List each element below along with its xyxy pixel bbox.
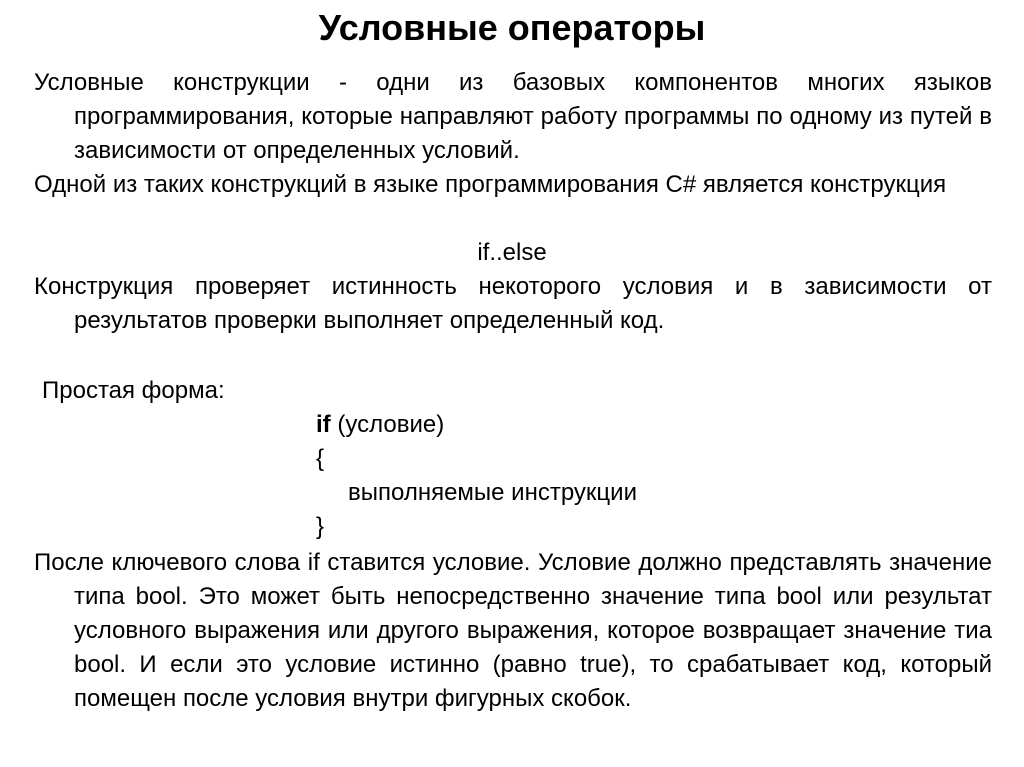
code-keyword-if: if <box>316 411 331 438</box>
simple-form-label: Простая форма: <box>42 377 225 404</box>
paragraph-description: Конструкция проверяет истинность некоторого условия и в зависимости от результатов проверки выполняет определенный код. <box>34 273 992 334</box>
paragraph-intro: Условные конструкции - одни из базовых компонентов многих языков программирования, которые направляют работу программы по одному из путей в зависимости от определенных условий. <box>34 69 992 164</box>
code-close-brace: } <box>316 513 325 540</box>
code-condition: (условие) <box>337 411 445 438</box>
paragraph-explanation: После ключевого слова if ставится условие. Условие должно представлять значение типа bool. Это может быть непосредственно значение типа bool или результат условного выражения или другого выражения, которое возвращает значение тиа bool. И если это условие истинно (равно true), то срабатывает код, который помещен после условия внутри фигурных скобок. <box>34 549 992 712</box>
code-open-brace: { <box>316 445 325 472</box>
construct-name: if..else <box>477 239 547 266</box>
code-if-line <box>316 408 444 442</box>
code-body: выполняемые инструкции <box>348 479 637 506</box>
paragraph-csharp: Одной из таких конструкций в языке программирования C# является конструкция <box>34 171 947 198</box>
page-title: Условные операторы <box>318 7 706 48</box>
